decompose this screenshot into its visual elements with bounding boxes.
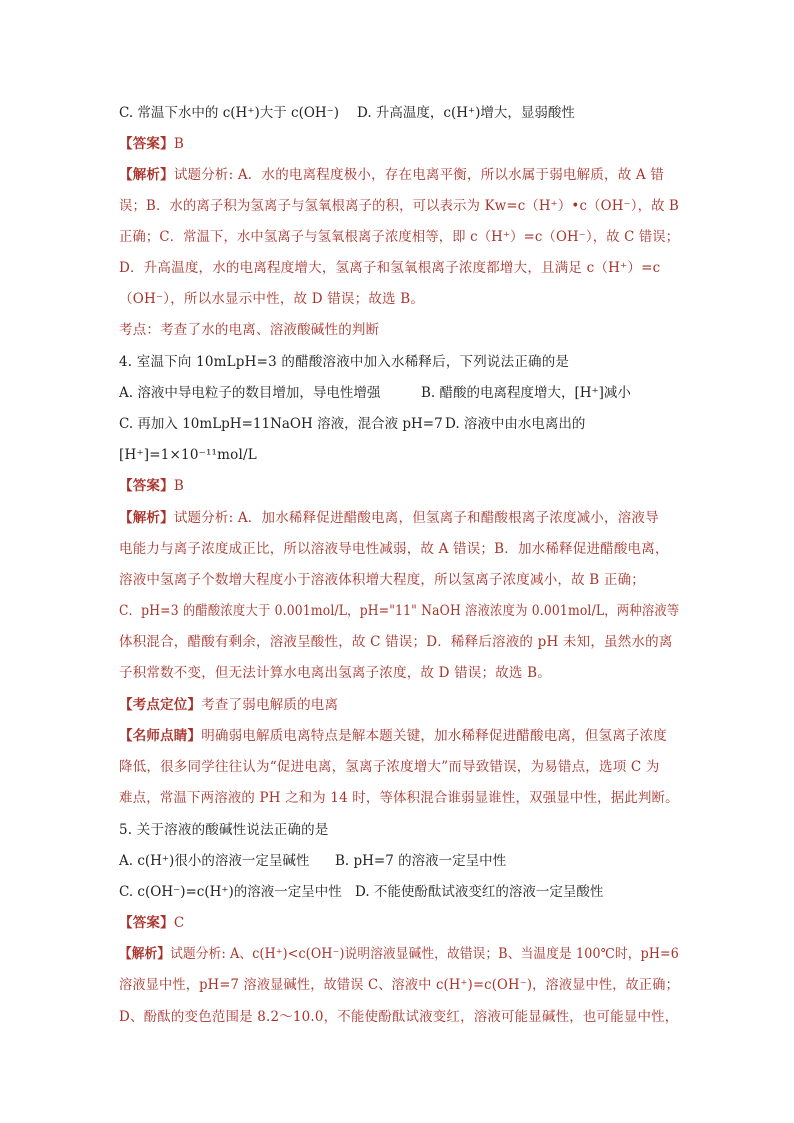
q3-answer <box>119 134 184 154</box>
q5-option-a: A. c(H⁺)很小的溶液一定呈碱性 <box>119 853 310 869</box>
q4-mingshi-line-1 <box>119 726 667 746</box>
kaodian-text: 考查了弱电解质的电离 <box>201 697 339 713</box>
q4-mingshi-line-3: 难点，常温下两溶液的 PH 之和为 14 时，等体积混合谁弱显谁性，双强显中性，据此判断。 <box>119 790 679 806</box>
analysis-text: 试题分析: A、c(H⁺)<c(OH⁻)说明溶液显碱性，故错误；B、当温度是 100℃时，pH=6 <box>170 946 680 962</box>
q4-analysis-line-4: C．pH=3 的醋酸浓度大于 0.001mol/L，pH="11" NaOH 溶液浓度为 0.001mol/L，两种溶液等 <box>119 603 680 619</box>
q5-option-d: D. 不能使酚酞试液变红的溶液一定呈酸性 <box>355 884 604 900</box>
q4-stem: 4. 室温下向 10mLpH=3 的醋酸溶液中加入水稀释后，下列说法正确的是 <box>119 354 570 370</box>
q4-kaodian <box>119 695 338 715</box>
q5-analysis-line-3: D、酚酞的变色范围是 8.2～10.0，不能使酚酞试液变红，溶液可能显碱性，也可能显中性， <box>119 1009 679 1025</box>
q4-answer <box>119 476 184 496</box>
q5-option-c: C. c(OH⁻)=c(H⁺)的溶液一定呈中性 <box>119 884 342 900</box>
q3-option-d: D. 升高温度，c(H⁺)增大，显弱酸性 <box>357 105 575 121</box>
kaodian-tag: 【考点定位】 <box>119 697 202 713</box>
q4-analysis-line-2: 电能力与离子浓度成正比，所以溶液导电性减弱，故 A 错误；B．加水稀释促进醋酸电离， <box>119 541 669 557</box>
q5-option-b: B. pH=7 的溶液一定呈中性 <box>335 853 507 869</box>
q4-option-b: B. 醋酸的电离程度增大，[H⁺]减小 <box>421 385 631 401</box>
q3-analysis-line-2: 误；B．水的离子积为氢离子与氢氧根离子的积，可以表示为 Kw=c（H⁺）•c（OH⁻），故 B <box>119 198 680 214</box>
mingshi-text: 明确弱电解质电离特点是解本题关键，加水稀释促进醋酸电离，但氢离子浓度 <box>201 728 668 744</box>
q4-option-d: D. 溶液中由水电离出的 <box>445 416 586 432</box>
q5-answer <box>119 913 184 933</box>
answer-tag: 【答案】 <box>119 136 174 152</box>
q4-option-c: C. 再加入 10mLpH=11NaOH 溶液，混合液 pH=7 <box>119 416 443 432</box>
analysis-tag: 【解析】 <box>119 510 174 526</box>
q3-analysis-line-4: D．升高温度，水的电离程度增大，氢离子和氢氧根离子浓度都增大，且满足 c（H⁺）=c <box>119 260 661 276</box>
q3-option-c: C. 常温下水中的 c(H⁺)大于 c(OH⁻) <box>119 105 340 121</box>
q5-analysis-line-2: 溶液显中性，pH=7 溶液显碱性，故错误 C、溶液中 c(H⁺)=c(OH⁻)，溶液显中性，故正确； <box>119 977 679 993</box>
q5-analysis-line-1 <box>119 944 679 964</box>
q4-analysis-line-3: 溶液中氢离子个数增大程度小于溶液体积增大程度，所以氢离子浓度减小，故 B 正确； <box>119 572 646 588</box>
q4-option-d-cont: [H⁺]=1×10⁻¹¹mol/L <box>119 447 257 463</box>
answer-tag: 【答案】 <box>119 915 174 931</box>
q3-analysis-line-1 <box>119 165 664 185</box>
answer-tag: 【答案】 <box>119 478 174 494</box>
q3-kaodian: 考点：考查了水的电离、溶液酸碱性的判断 <box>119 322 380 338</box>
q5-stem: 5. 关于溶液的酸碱性说法正确的是 <box>119 822 329 838</box>
analysis-text: 试题分析: A．加水稀释促进醋酸电离，但氢离子和醋酸根离子浓度减小，溶液导 <box>173 510 659 526</box>
q4-analysis-line-5: 体积混合，醋酸有剩余，溶液呈酸性，故 C 错误；D．稀释后溶液的 pH 未知，虽然水的离 <box>119 634 673 650</box>
q4-option-a: A. 溶液中导电粒子的数目增加，导电性增强 <box>119 385 381 401</box>
answer-value: C <box>173 915 185 931</box>
q4-analysis-line-6: 子积常数不变，但无法计算水电离出氢离子浓度，故 D 错误；故选 B。 <box>119 665 551 681</box>
q4-mingshi-line-2: 降低，很多同学往往认为“促进电离，氢离子浓度增大”而导致错误，为易错点，选项 C 为 <box>119 759 660 775</box>
analysis-text: 试题分析: A．水的电离程度极小，存在电离平衡，所以水属于弱电解质，故 A 错 <box>173 167 665 183</box>
analysis-tag: 【解析】 <box>119 946 171 962</box>
analysis-tag: 【解析】 <box>119 167 174 183</box>
mingshi-tag: 【名师点睛】 <box>119 728 202 744</box>
q4-analysis-line-1 <box>119 508 659 528</box>
answer-value: B <box>173 136 184 152</box>
q3-analysis-line-3: 正确；C．常温下，水中氢离子与氢氧根离子浓度相等，即 c（H⁺）=c（OH⁻），故 C 错误； <box>119 229 680 245</box>
answer-value: B <box>173 478 184 494</box>
q3-analysis-line-5: （OH⁻），所以水显示中性，故 D 错误；故选 B。 <box>119 291 425 307</box>
